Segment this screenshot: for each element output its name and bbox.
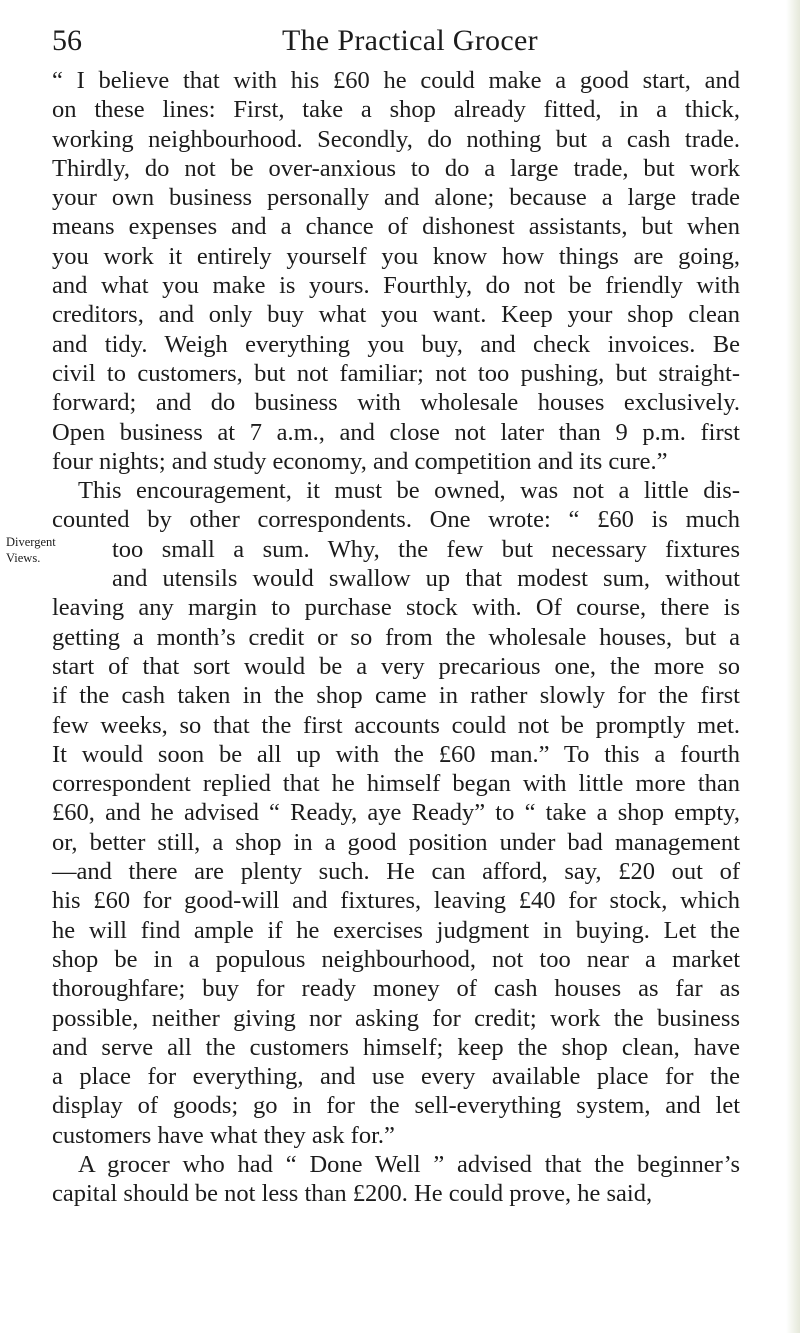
text-line: and utensils would swallow up that modest sum, without [112, 565, 740, 593]
text-line: civil to customers, but not familiar; not too pushing, but straight- [52, 359, 740, 387]
text-line: customers have what they ask for.” [52, 1121, 395, 1149]
text-line: on these lines: First, take a shop already fitted, in a thick, [52, 96, 740, 124]
text-line: and tidy. Weigh everything you buy, and check invoices. Be [52, 330, 740, 358]
text-line: a place for everything, and use every available place for the [52, 1063, 740, 1091]
text-line: This encouragement, it must be owned, was not a little dis- [78, 477, 740, 505]
text-line: working neighbourhood. Secondly, do nothing but a cash trade. [52, 125, 740, 153]
text-line: A grocer who had “ Done Well ” advised that the beginner’s [78, 1150, 740, 1178]
page-header [52, 24, 752, 64]
text-line: creditors, and only buy what you want. Keep your shop clean [52, 301, 740, 329]
text-line: forward; and do business with wholesale houses exclusively. [52, 389, 740, 417]
text-line: shop be in a populous neighbourhood, not too near a market [52, 945, 740, 973]
margin-note-line: Divergent [6, 535, 56, 549]
text-line: thoroughfare; buy for ready money of cash houses as far as [52, 975, 740, 1003]
running-title: The Practical Grocer [282, 24, 538, 57]
text-line: leaving any margin to purchase stock with. Of course, there is [52, 594, 740, 622]
text-line: four nights; and study economy, and competition and its cure.” [52, 447, 668, 475]
text-line: means expenses and a chance of dishonest assistants, but when [52, 213, 740, 241]
text-line: —and there are plenty such. He can afford, say, £20 out of [52, 858, 740, 886]
text-line: he will find ample if he exercises judgment in buying. Let the [52, 916, 740, 944]
body-text [52, 66, 740, 1209]
text-line: your own business personally and alone; because a large trade [52, 184, 740, 212]
text-line: possible, neither giving nor asking for credit; work the business [52, 1004, 740, 1032]
text-line: or, better still, a shop in a good position under bad management [52, 828, 740, 856]
text-line: start of that sort would be a very precarious one, the more so [52, 652, 740, 680]
text-line: and serve all the customers himself; keep the shop clean, have [52, 1033, 740, 1061]
text-line: It would soon be all up with the £60 man.” To this a fourth [52, 740, 740, 768]
text-line: £60, and he advised “ Ready, aye Ready” to “ take a shop empty, [52, 799, 740, 827]
text-line: display of goods; go in for the sell-everything system, and let [52, 1092, 740, 1120]
text-line: Open business at 7 a.m., and close not later than 9 p.m. first [52, 418, 740, 446]
margin-note-line: Views. [6, 551, 41, 565]
margin-note [6, 534, 56, 566]
text-line: you work it entirely yourself you know how things are going, [52, 242, 740, 270]
text-line: if the cash taken in the shop came in rather slowly for the first [52, 682, 740, 710]
text-line: Thirdly, do not be over-anxious to do a large trade, but work [52, 154, 740, 182]
page-edge [786, 0, 800, 1333]
page-number: 56 [52, 24, 82, 57]
text-line: getting a month’s credit or so from the wholesale houses, but a [52, 623, 740, 651]
text-line: too small a sum. Why, the few but necessary fixtures [112, 535, 740, 563]
text-line: few weeks, so that the first accounts could not be promptly met. [52, 711, 740, 739]
text-line: and what you make is yours. Fourthly, do not be friendly with [52, 272, 740, 300]
text-line: correspondent replied that he himself began with little more than [52, 770, 740, 798]
text-line: “ I believe that with his £60 he could make a good start, and [52, 67, 740, 94]
text-line: capital should be not less than £200. He could prove, he said, [52, 1180, 653, 1208]
text-line: counted by other correspondents. One wrote: “ £60 is much [52, 506, 740, 534]
text-line: his £60 for good-will and fixtures, leaving £40 for stock, which [52, 887, 740, 915]
